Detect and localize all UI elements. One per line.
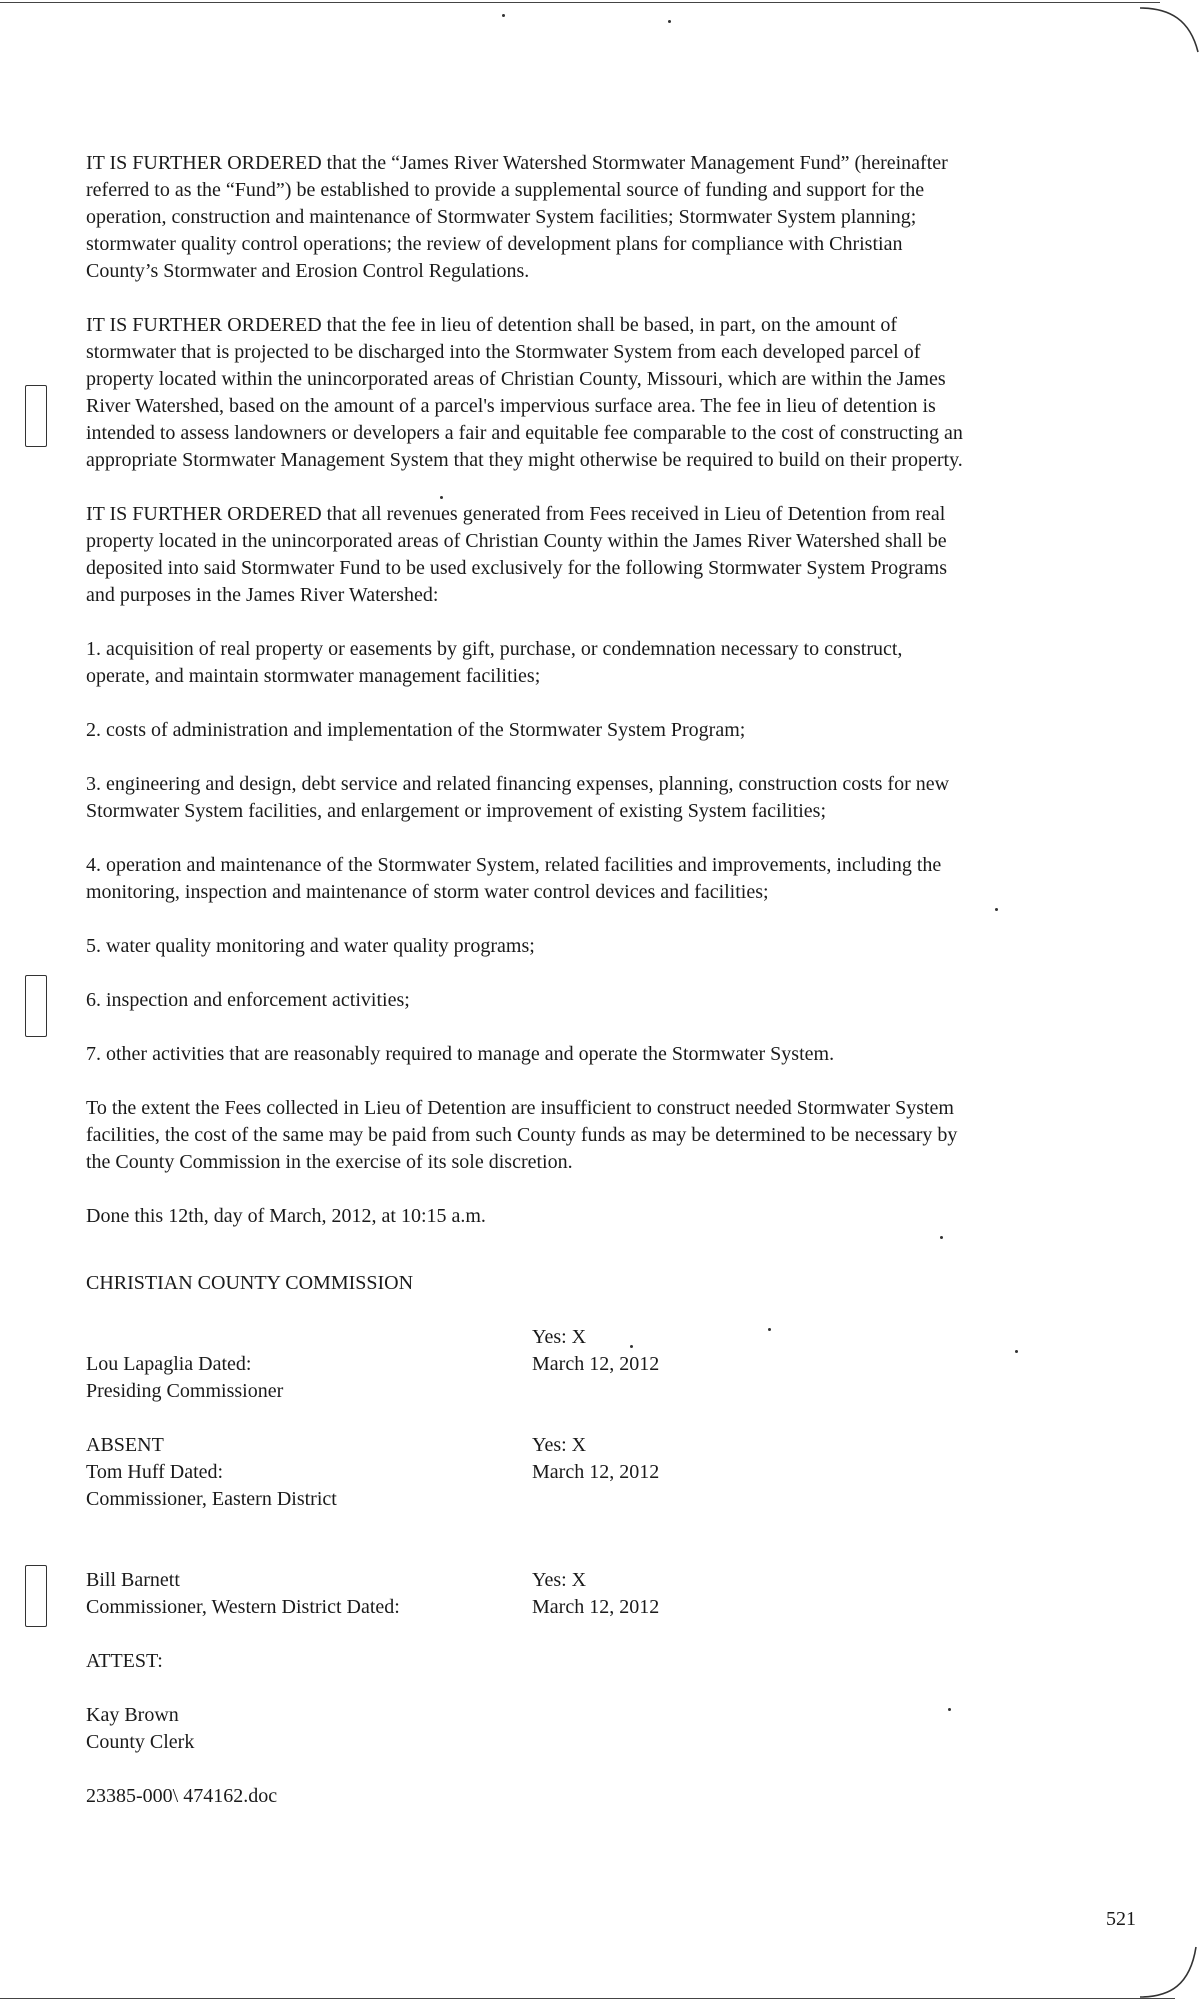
binder-hole-mark	[25, 1565, 47, 1627]
page-corner-top-right	[1140, 0, 1200, 60]
page-top-edge	[0, 2, 1160, 3]
signature-block	[86, 1540, 1126, 1621]
list-item-administration: 2. costs of administration and implementation of the Stormwater System Program;	[86, 719, 746, 741]
list-item-acquisition: 1. acquisition of real property or easements by gift, purchase, or condemnation necessary to construct, operate, and maintain stormwater management facilities;	[86, 638, 903, 687]
signatory-huff: ABSENT Tom Huff Dated: Commissioner, Eastern District	[86, 1434, 337, 1510]
commission-heading: CHRISTIAN COUNTY COMMISSION	[86, 1272, 414, 1294]
page-bottom-edge	[0, 1998, 1175, 1999]
signatory-lapaglia: Lou Lapaglia Dated: Presiding Commissioner	[86, 1353, 284, 1402]
binder-hole-mark	[25, 385, 47, 447]
scan-speck	[668, 20, 671, 23]
closing-paragraph: To the extent the Fees collected in Lieu of Detention are insufficient to construct needed Stormwater System facilities, the cost of the same may be paid from such County funds as may be determined to be necessary by the County Commission in the exercise of its sole discretion.	[86, 1097, 958, 1173]
list-item-water-quality: 5. water quality monitoring and water quality programs;	[86, 935, 535, 957]
list-item-engineering: 3. engineering and design, debt service and related financing expenses, planning, construction costs for new Stormwater System facilities, and enlargement or improvement of existing System facilities;	[86, 773, 950, 822]
document-reference: 23385-000\ 474162.doc	[86, 1785, 278, 1807]
signatory-barnett: Bill Barnett Commissioner, Western District Dated:	[86, 1569, 400, 1618]
list-item-operation: 4. operation and maintenance of the Stormwater System, related facilities and improvements, including the monitoring, inspection and maintenance of storm water control devices and facilities;	[86, 854, 942, 903]
clerk-title: County Clerk	[86, 1731, 195, 1753]
done-line: Done this 12th, day of March, 2012, at 10:15 a.m.	[86, 1205, 486, 1227]
vote-huff: Yes: X March 12, 2012	[532, 1434, 660, 1483]
attest-label: ATTEST:	[86, 1650, 163, 1672]
ordered-paragraph-revenues: IT IS FURTHER ORDERED that all revenues generated from Fees received in Lieu of Detention from real property located in the unincorporated areas of Christian County within the James River Watershed shall be deposited into said Stormwater Fund to be used exclusively for the following Stormwater System Programs and purposes in the James River Watershed:	[86, 503, 947, 606]
page-corner-bottom-right	[1140, 1945, 1200, 2005]
scan-speck	[502, 14, 505, 17]
vote-barnett: Yes: X March 12, 2012	[532, 1569, 660, 1618]
ordered-paragraph-fee-basis: IT IS FURTHER ORDERED that the fee in lieu of detention shall be based, in part, on the amount of stormwater that is projected to be discharged into the Stormwater System from each developed parcel of property located within the unincorporated areas of Christian County, Missouri, which are within the James River Watershed, based on the amount of a parcel's impervious surface area. The fee in lieu of detention is intended to assess landowners or developers a fair and equitable fee comparable to the cost of constructing an appropriate Stormwater Management System that they might otherwise be required to build on their property.	[86, 314, 963, 471]
ordered-paragraph-fund: IT IS FURTHER ORDERED that the “James River Watershed Stormwater Management Fund” (hereinafter referred to as the “Fund”) be established to provide a supplemental source of funding and support for the operation, construction and maintenance of Stormwater System facilities; Stormwater System planning; stormwater quality control operations; the review of development plans for compliance with Christian County’s Stormwater and Erosion Control Regulations.	[86, 152, 948, 282]
signature-block	[86, 1324, 1126, 1405]
signature-block	[86, 1432, 1126, 1513]
vote-lapaglia: Yes: X March 12, 2012	[532, 1326, 660, 1375]
list-item-inspection: 6. inspection and enforcement activities;	[86, 989, 410, 1011]
document-body	[86, 150, 1126, 1810]
clerk-name: Kay Brown	[86, 1704, 179, 1726]
list-item-other-activities: 7. other activities that are reasonably required to manage and operate the Stormwater System.	[86, 1043, 835, 1065]
binder-hole-mark	[25, 975, 47, 1037]
page-number: 521	[1106, 1908, 1136, 1930]
